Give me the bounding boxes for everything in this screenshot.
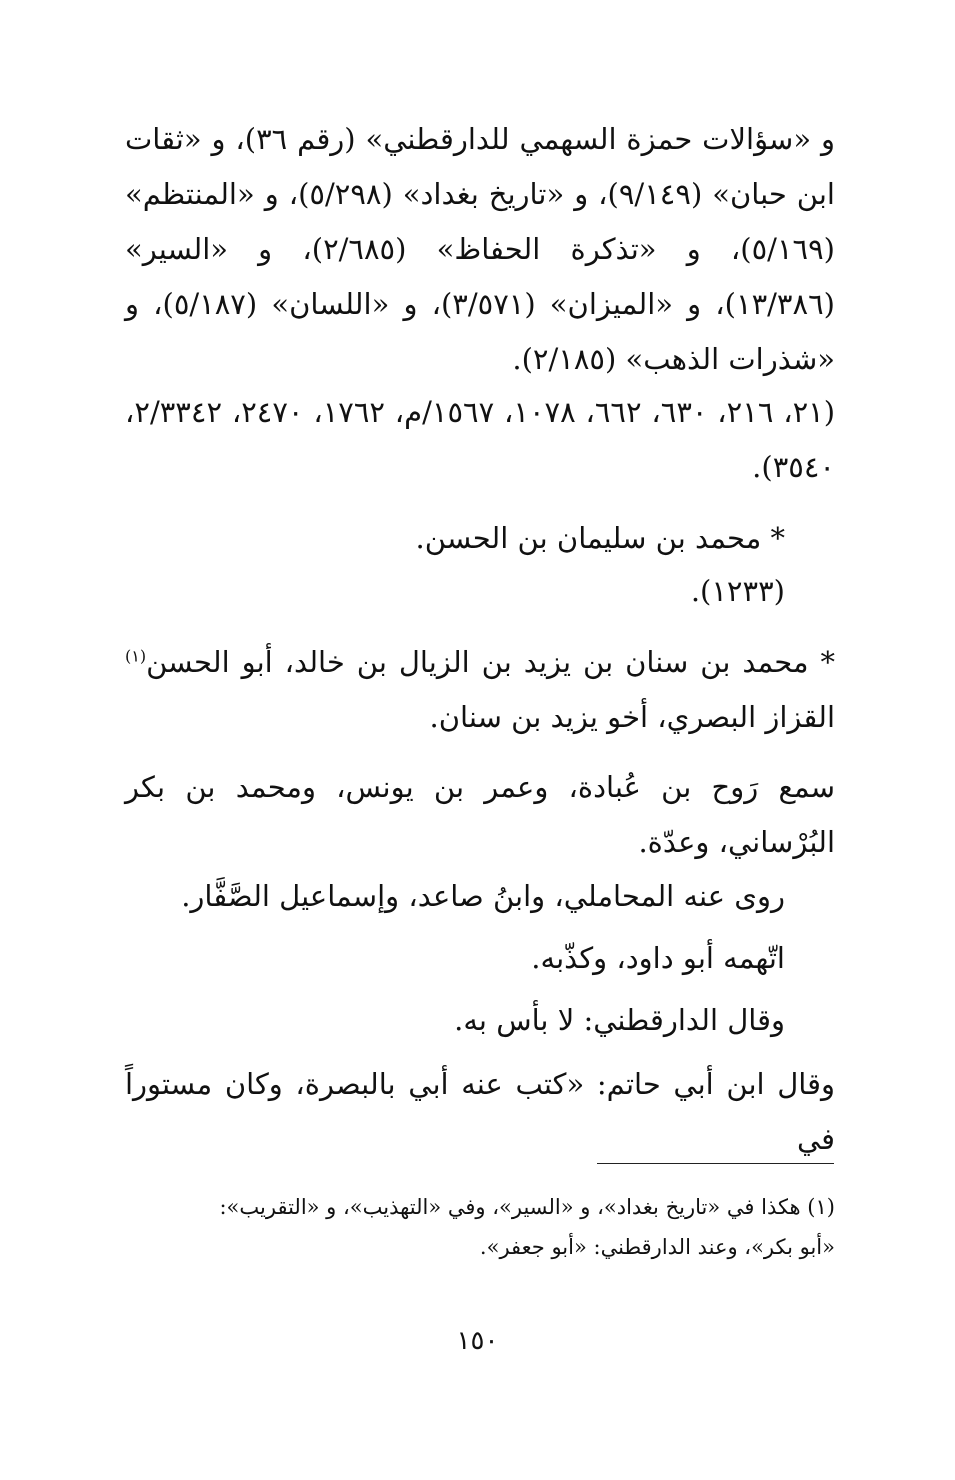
entry-heading-2-rest: القزاز البصري، أخو يزيد بن سنان.	[429, 700, 835, 734]
narrated-by-paragraph: روى عنه المحاملي، وابنُ صاعد، وإسماعيل الصَّفَّار.	[181, 879, 785, 913]
ibn-abi-hatim-paragraph: وقال ابن أبي حاتم: «كتب عنه أبي بالبصرة، وكان مستوراً في	[125, 1067, 835, 1156]
heard-from-paragraph: سمع رَوح بن عُبادة، وعمر بن يونس، ومحمد بن بكر البُرْساني، وعدّة.	[125, 770, 835, 859]
footnote-line-2: «أبو بكر»، وعند الدارقطني: «أبو جعفر».	[479, 1235, 835, 1259]
index-numbers-paragraph: (٢١، ٢١٦، ٦٣٠، ٦٦٢، ١٠٧٨، ١٥٦٧/م، ١٧٦٢، ٢٤٧٠، ٢/٣٣٤٢، ٣٥٤٠).	[125, 395, 836, 484]
page-number: ١٥٠	[456, 1326, 499, 1356]
entry-heading-1: * محمد بن سليمان بن الحسن.	[415, 521, 785, 555]
references-paragraph: و «سؤالات حمزة السهمي للدارقطني» (رقم ٣٦)، و «ثقات ابن حبان» (٩/١٤٩)، و «تاريخ بغداد» (٥/٢٩٨)، و «المنتظم» (٥/١٦٩)، و «تذكرة الحفاظ» (٢/٦٨٥)، و «السير» (١٣/٣٨٦)، و «الميزان» (٣/٥٧١)، و «اللسان» (٥/١٨٧)، و «شذرات الذهب» (٢/١٨٥).	[125, 122, 835, 376]
entry-heading-2	[125, 635, 835, 745]
entry-heading-2-text: * محمد بن سنان بن يزيد بن الزيال بن خالد، أبو الحسن	[146, 645, 835, 679]
accused-paragraph: اتّهمه أبو داود، وكذّبه.	[531, 941, 785, 975]
daraqutni-paragraph: وقال الدارقطني: لا بأس به.	[454, 1003, 785, 1037]
footnote-separator	[597, 1163, 834, 1164]
footnote-marker: (١)	[125, 646, 147, 666]
footnote-line-1: (١) هكذا في «تاريخ بغداد»، و «السير»، وفي «التهذيب»، و «التقريب»:	[219, 1195, 835, 1219]
entry-index-1: (١٢٣٣).	[690, 574, 785, 608]
